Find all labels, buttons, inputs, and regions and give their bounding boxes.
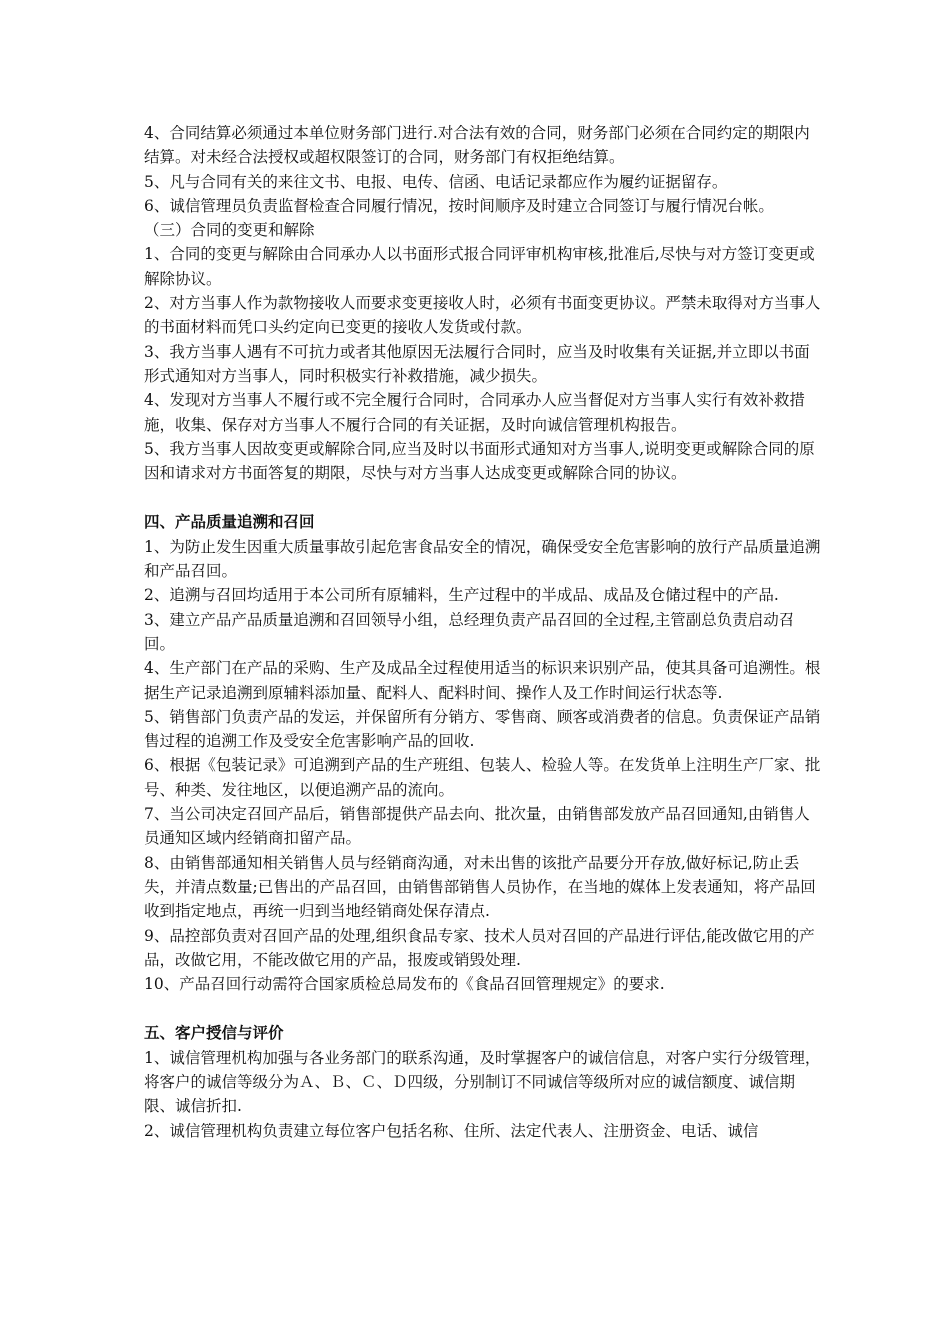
paragraph: 7、当公司决定召回产品后，销售部提供产品去向、批次量，由销售部发放产品召回通知,由销售人员通知区域内经销商扣留产品。: [144, 805, 810, 848]
section-heading: 五、客户授信与评价: [144, 1023, 284, 1043]
paragraph: 1、诚信管理机构加强与各业务部门的联系沟通，及时掌握客户的诚信信息，对客户实行分级管理，将客户的诚信等级分为Ａ、Ｂ、Ｃ、Ｄ四级，分别制订不同诚信等级所对应的诚信额度、诚信期限、诚信折扣.: [144, 1048, 821, 1116]
paragraph: 2、追溯与召回均适用于本公司所有原辅料，生产过程中的半成品、成品及仓储过程中的产品.: [144, 586, 779, 605]
paragraph: 5、销售部门负责产品的发运，并保留所有分销方、零售商、顾客或消费者的信息。负责保证产品销售过程的追溯工作及受安全危害影响产品的回收.: [144, 707, 821, 751]
paragraph: 9、品控部负责对召回产品的处理,组织食品专家、技术人员对召回的产品进行评估,能改做它用的产品，改做它用，不能改做它用的产品，报废或销毁处理.: [144, 926, 815, 969]
section-spacer: [144, 485, 824, 510]
section-spacer: [144, 996, 824, 1021]
document-page: [144, 121, 824, 1143]
paragraph: 1、为防止发生因重大质量事故引起危害食品安全的情况，确保受安全危害影响的放行产品质量追溯和产品召回。: [144, 537, 821, 581]
paragraph: 10、产品召回行动需符合国家质检总局发布的《食品召回管理规定》的要求.: [144, 975, 665, 994]
paragraph: 5、凡与合同有关的来往文书、电报、电传、信函、电话记录都应作为履约证据留存。: [144, 172, 728, 191]
paragraph: 3、我方当事人遇有不可抗力或者其他原因无法履行合同时，应当及时收集有关证据,并立即以书面形式通知对方当事人，同时积极实行补救措施，减少损失。: [144, 342, 810, 385]
paragraph: 4、发现对方当事人不履行或不完全履行合同时，合同承办人应当督促对方当事人实行有效补救措施，收集、保存对方当事人不履行合同的有关证据，及时向诚信管理机构报告。: [144, 391, 805, 434]
paragraph: 4、生产部门在产品的采购、生产及成品全过程使用适当的标识来识别产品，使其具备可追溯性。根据生产记录追溯到原辅料添加量、配料人、配料时间、操作人及工作时间运行状态等.: [144, 659, 821, 702]
paragraph: 2、对方当事人作为款物接收人而要求变更接收人时，必须有书面变更协议。严禁未取得对方当事人的书面材料而凭口头约定向已变更的接收人发货或付款。: [144, 294, 821, 337]
paragraph: 1、合同的变更与解除由合同承办人以书面形式报合同评审机构审核,批准后,尽快与对方签订变更或解除协议。: [144, 245, 815, 288]
subsection-title: （三）合同的变更和解除: [144, 221, 315, 240]
section-contract-continued: [144, 121, 824, 485]
paragraph: 6、诚信管理员负责监督检查合同履行情况，按时间顺序及时建立合同签订与履行情况台帐。: [144, 196, 774, 215]
paragraph: 5、我方当事人因故变更或解除合同,应当及时以书面形式通知对方当事人,说明变更或解除合同的原因和请求对方书面答复的期限，尽快与对方当事人达成变更或解除合同的协议。: [144, 439, 815, 483]
paragraph: 6、根据《包装记录》可追溯到产品的生产班组、包装人、检验人等。在发货单上注明生产厂家、批号、种类、发往地区，以便追溯产品的流向。: [144, 756, 821, 799]
paragraph: 3、建立产品产品质量追溯和召回领导小组，总经理负责产品召回的全过程,主管副总负责启动召回。: [144, 610, 795, 653]
section-heading: 四、产品质量追溯和召回: [144, 512, 315, 532]
paragraph: 8、由销售部通知相关销售人员与经销商沟通，对未出售的该批产品要分开存放,做好标记,防止丢失，并清点数量;已售出的产品召回，由销售部销售人员协作，在当地的媒体上发表通知，将产品回收到指定地点，再统一归到当地经销商处保存清点.: [144, 853, 816, 921]
paragraph: 2、诚信管理机构负责建立每位客户包括名称、住所、法定代表人、注册资金、电话、诚信: [144, 1121, 759, 1140]
section-customer-credit: [144, 1021, 824, 1142]
section-product-recall: [144, 510, 824, 996]
paragraph: 4、合同结算必须通过本单位财务部门进行.对合法有效的合同，财务部门必须在合同约定的期限内结算。对未经合法授权或超权限签订的合同，财务部门有权拒绝结算。: [144, 124, 810, 167]
